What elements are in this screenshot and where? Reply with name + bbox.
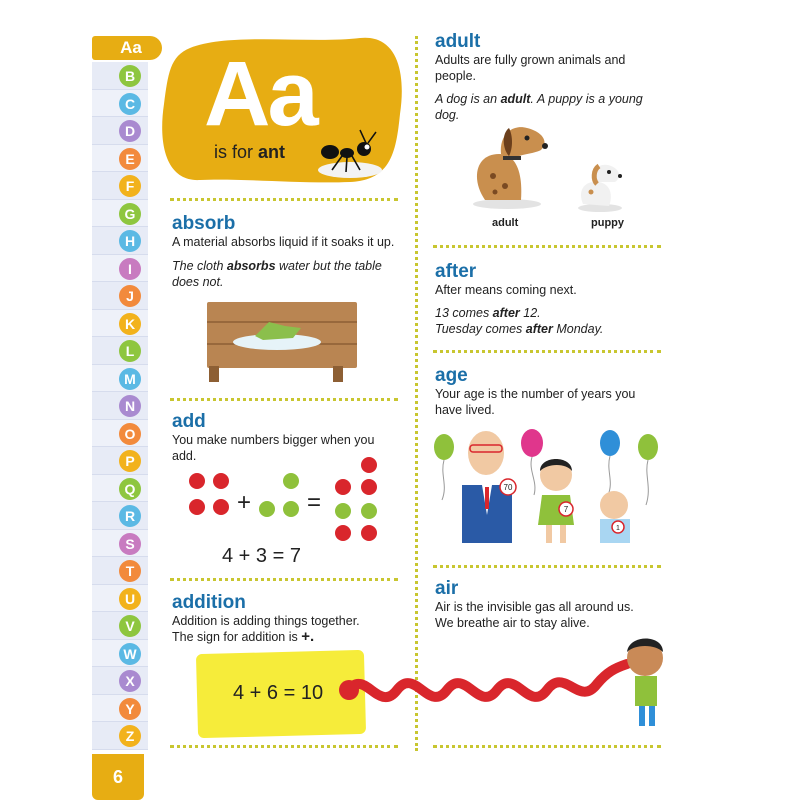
tab-letter-circle: Q [119, 478, 141, 500]
tab-letter-circle: N [119, 395, 141, 417]
tab-letter-g[interactable] [92, 200, 148, 228]
alphabet-tab-list [92, 62, 148, 750]
tab-current-letter[interactable]: Aa [92, 36, 162, 60]
tab-letter-circle: V [119, 615, 141, 637]
entry-example-absorb: The cloth absorbs water but the table does not. [172, 259, 382, 289]
tab-letter-circle: C [119, 93, 141, 115]
tab-letter-circle: F [119, 175, 141, 197]
tab-letter-k[interactable] [92, 310, 148, 338]
tab-letter-circle: P [119, 450, 141, 472]
entry-def-air: Air is the invisible gas all around us. We breathe air to stay alive. [435, 600, 634, 630]
tab-letter-circle: Z [119, 725, 141, 747]
entry-word-add: add [172, 411, 206, 432]
tab-letter-circle: H [119, 230, 141, 252]
apples-illustration [185, 455, 385, 550]
divider-left-4 [170, 745, 398, 748]
is-for-label: is for [214, 142, 254, 162]
entry-def-adult: Adults are fully grown animals and people. [435, 53, 626, 83]
divider-right-4 [433, 745, 661, 748]
ant-illustration [310, 126, 390, 182]
tab-letter-e[interactable] [92, 145, 148, 173]
caption-adult: adult [492, 217, 519, 229]
divider-left-3 [170, 578, 398, 581]
divider-left-2 [170, 398, 398, 401]
page-number: 6 [92, 754, 144, 800]
tab-letter-j[interactable] [92, 282, 148, 310]
is-for-word: ant [258, 142, 286, 162]
tab-letter-circle: S [119, 533, 141, 555]
tab-letter-circle: D [119, 120, 141, 142]
tab-letter-u[interactable] [92, 585, 148, 613]
divider-right-2 [433, 350, 661, 353]
tab-letter-circle: E [119, 148, 141, 170]
tab-letter-y[interactable] [92, 695, 148, 723]
tab-letter-circle: W [119, 643, 141, 665]
tab-letter-circle: B [119, 65, 141, 87]
blowout-illustration [335, 628, 680, 728]
tab-letter-circle: J [119, 285, 141, 307]
dogs-illustration [465, 120, 635, 215]
entry-word-age: age [435, 365, 468, 386]
tab-letter-circle: X [119, 670, 141, 692]
entry-word-air: air [435, 578, 459, 599]
table-illustration [205, 298, 360, 384]
entry-def-after: After means coming next. [435, 283, 577, 297]
age-people-illustration [432, 425, 662, 550]
tab-letter-c[interactable] [92, 90, 148, 118]
tab-letter-v[interactable] [92, 612, 148, 640]
apples-equals: = [307, 489, 322, 516]
badge-70: 70 [503, 483, 513, 492]
tab-letter-s[interactable] [92, 530, 148, 558]
tab-letter-z[interactable] [92, 722, 148, 750]
entry-example-adult: A dog is an adult. A puppy is a young dog. [435, 92, 643, 122]
entry-word-after: after [435, 261, 477, 282]
letter-header [160, 34, 405, 184]
tab-letter-circle: Y [119, 698, 141, 720]
badge-1: 1 [616, 525, 620, 532]
tab-letter-w[interactable] [92, 640, 148, 668]
tab-letter-r[interactable] [92, 502, 148, 530]
caption-puppy: puppy [591, 217, 624, 229]
entry-def-add: You make numbers bigger when you add. [172, 433, 375, 463]
tab-letter-f[interactable] [92, 172, 148, 200]
alphabet-tab-column [92, 36, 148, 800]
divider-right-1 [433, 245, 661, 248]
tab-letter-h[interactable] [92, 227, 148, 255]
entry-def-absorb: A material absorbs liquid if it soaks it up. [172, 235, 395, 249]
badge-7: 7 [563, 505, 569, 514]
tab-letter-n[interactable] [92, 392, 148, 420]
entry-def-age: Your age is the number of years you have lived. [435, 387, 636, 417]
tab-letter-x[interactable] [92, 667, 148, 695]
big-letter-aa: Aa [204, 43, 316, 145]
tab-letter-circle: K [119, 313, 141, 335]
tab-letter-q[interactable] [92, 475, 148, 503]
tab-letter-o[interactable] [92, 420, 148, 448]
tab-letter-circle: T [119, 560, 141, 582]
entry-word-addition: addition [172, 592, 246, 613]
entry-example-after-1: 13 comes after 12. [435, 306, 541, 320]
tab-letter-circle: L [119, 340, 141, 362]
divider-right-3 [433, 565, 661, 568]
entry-example-after-2: Tuesday comes after Monday. [435, 322, 604, 336]
tab-letter-p[interactable] [92, 447, 148, 475]
tab-letter-d[interactable] [92, 117, 148, 145]
tab-letter-circle: O [119, 423, 141, 445]
apples-plus: + [237, 489, 252, 516]
entry-word-adult: adult [435, 31, 481, 52]
addition-equation: 4 + 6 = 10 [233, 682, 324, 704]
entry-word-absorb: absorb [172, 213, 236, 234]
tab-letter-i[interactable] [92, 255, 148, 283]
tab-letter-circle: U [119, 588, 141, 610]
add-equation: 4 + 3 = 7 [222, 545, 301, 567]
entry-def-addition: Addition is adding things together. The sign for addition is +. [172, 614, 360, 645]
tab-letter-circle: I [119, 258, 141, 280]
tab-letter-circle: M [119, 368, 141, 390]
divider-left-1 [170, 198, 398, 201]
tab-letter-b[interactable] [92, 62, 148, 90]
tab-letter-circle: R [119, 505, 141, 527]
is-for-text [214, 142, 285, 163]
tab-letter-m[interactable] [92, 365, 148, 393]
tab-letter-t[interactable] [92, 557, 148, 585]
tab-letter-l[interactable] [92, 337, 148, 365]
tab-letter-circle: G [119, 203, 141, 225]
